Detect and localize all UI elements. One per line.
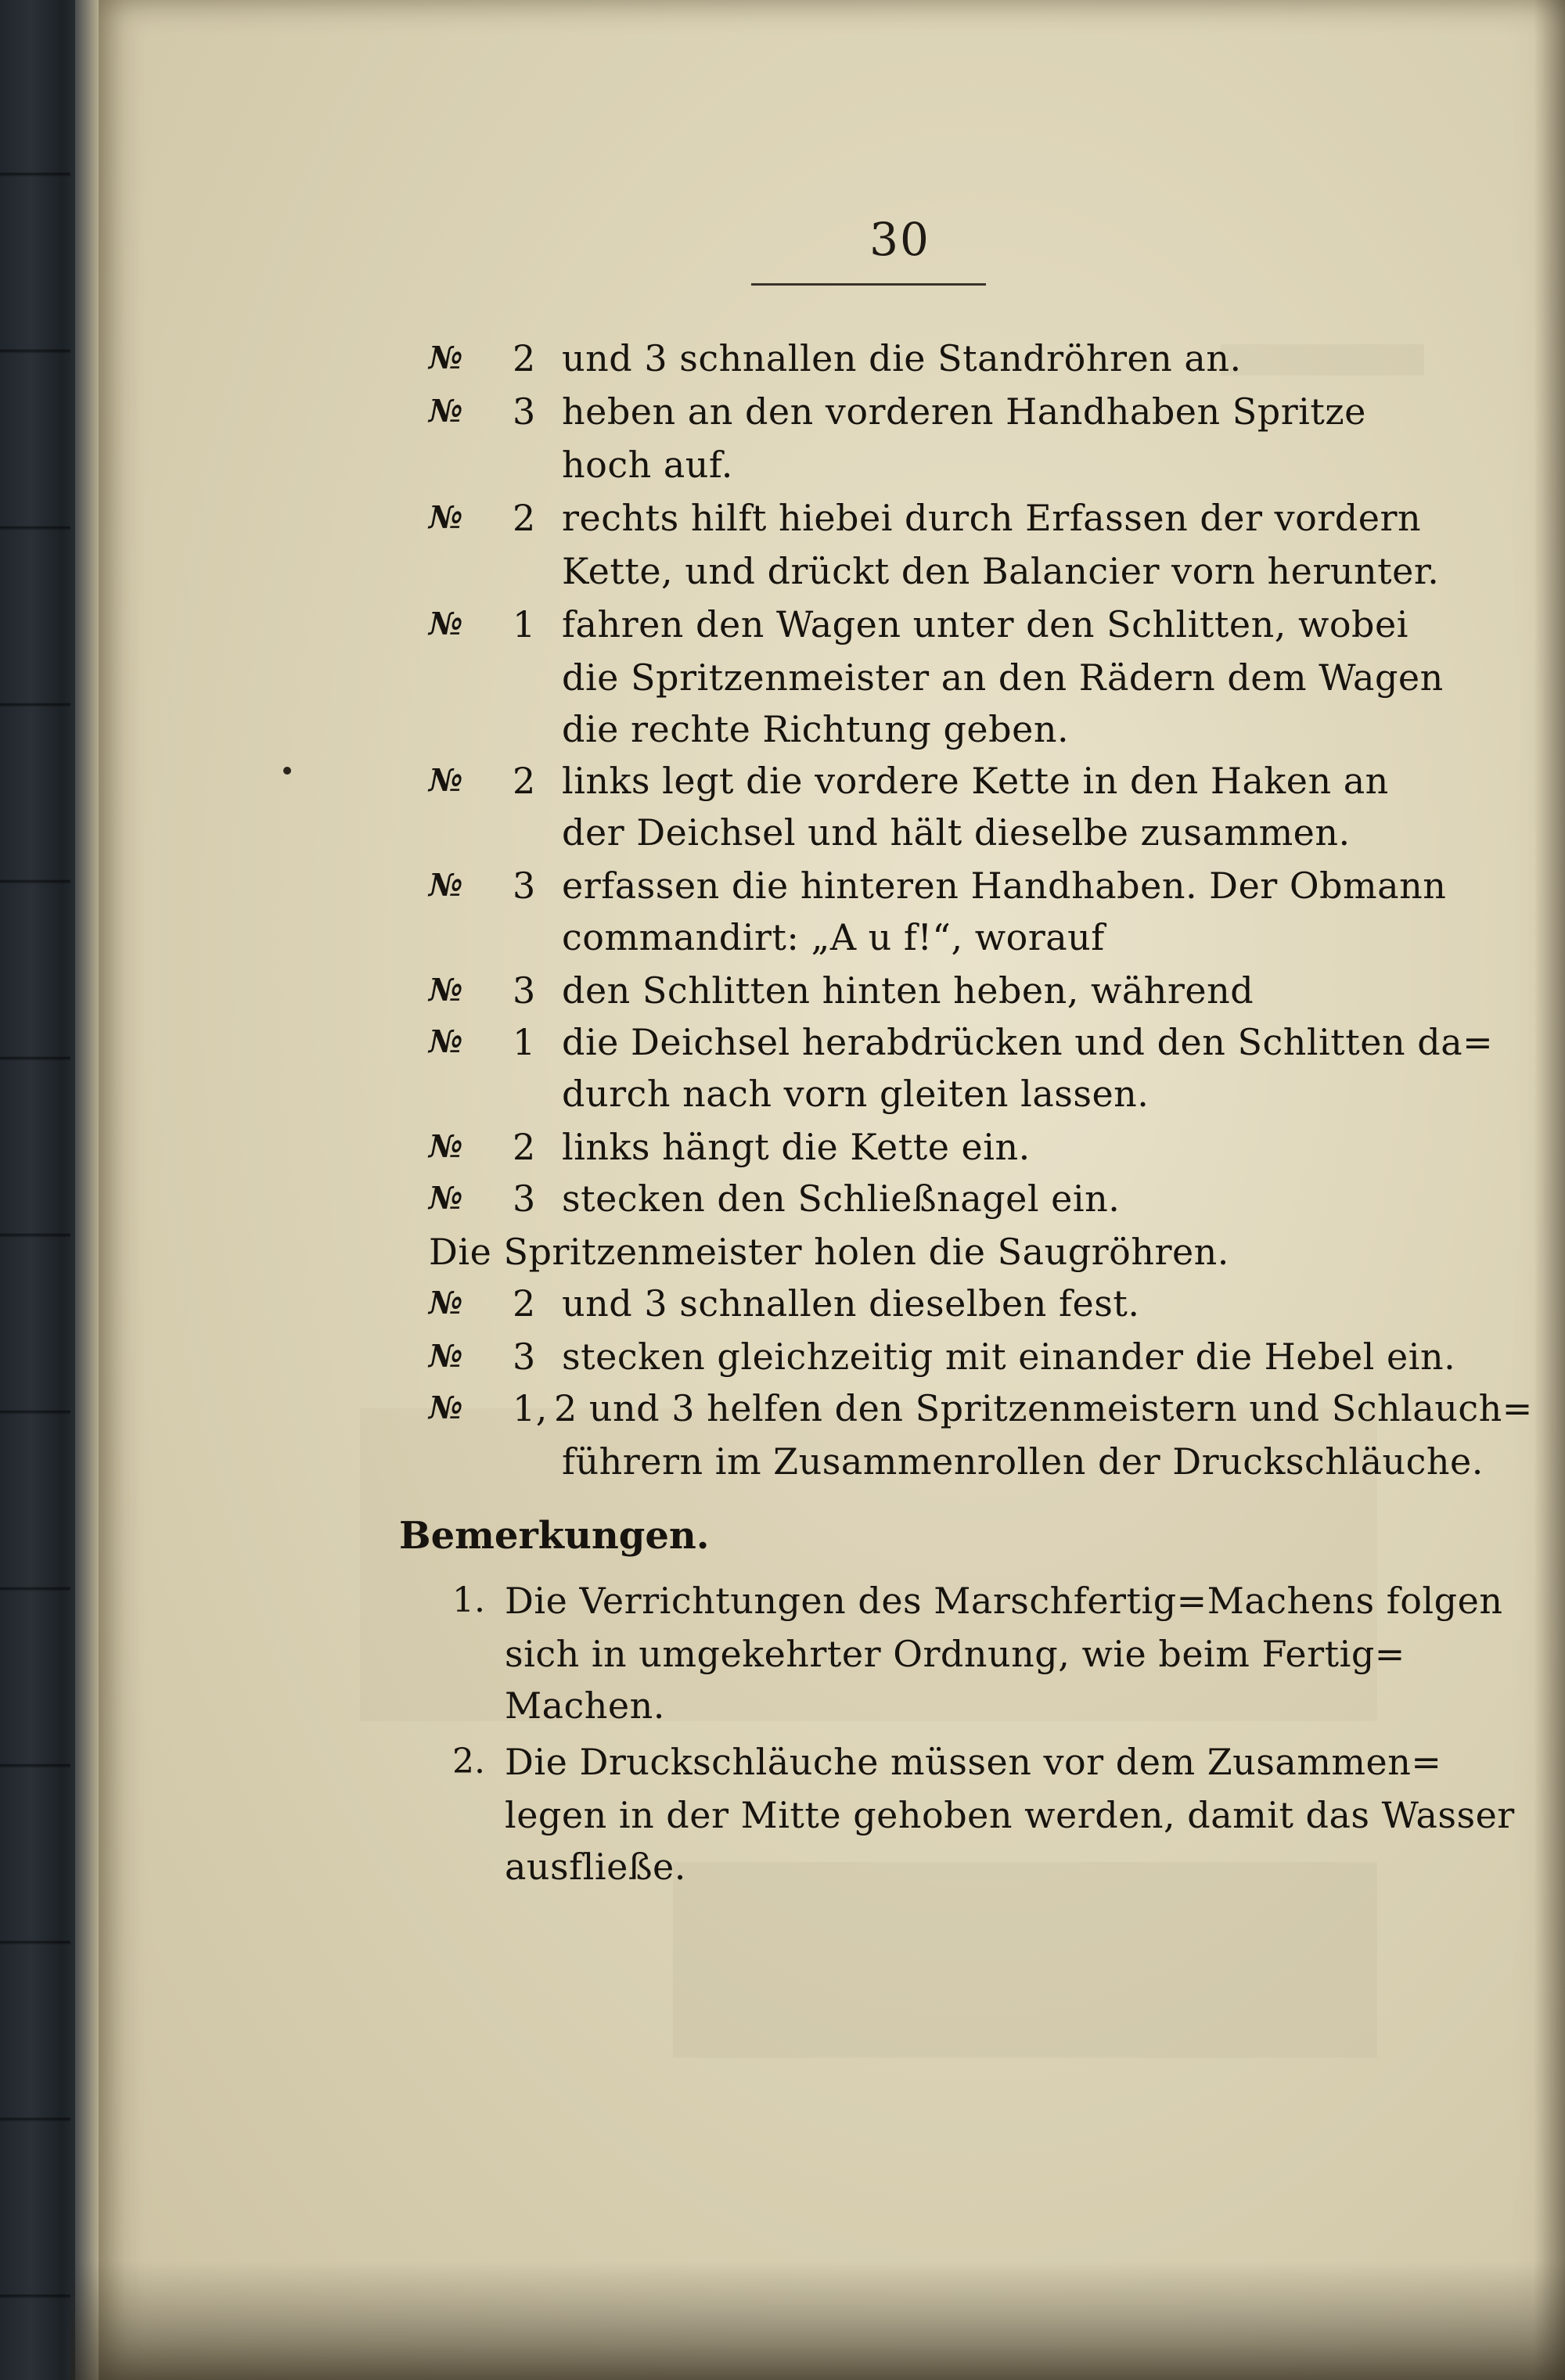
page-edge (75, 0, 99, 2380)
crew-number: 2 (513, 1126, 536, 1168)
text-line: erfassen die hinteren Handhaben. Der Obmann (562, 865, 1447, 907)
right-shadow (1534, 0, 1565, 2380)
scanner-bed (0, 0, 70, 2380)
crew-number: 3 (513, 969, 536, 1012)
number-sign: № (429, 340, 463, 376)
remark-index: 1. (452, 1580, 485, 1620)
remark-line: Die Druckschläuche müssen vor dem Zusammen= (505, 1741, 1442, 1783)
crew-number: 3 (513, 1336, 536, 1378)
header-rule (751, 283, 986, 286)
text-line: 2 und 3 helfen den Spritzenmeistern und Schlauch= (554, 1387, 1533, 1429)
number-sign: № (429, 972, 463, 1008)
text-line: commandirt: „A u f!“, worauf (562, 916, 1105, 958)
text-line: stecken gleichzeitig mit einander die Hebel ein. (562, 1336, 1456, 1378)
crew-number: 3 (513, 865, 536, 907)
crew-number: 3 (513, 1177, 536, 1220)
crew-number: 1, (513, 1387, 548, 1429)
text-line: Kette, und drückt den Balancier vorn herunter. (562, 550, 1440, 592)
text-line: Die Spritzenmeister holen die Saugröhren. (429, 1231, 1229, 1273)
crew-number: 1 (513, 1021, 536, 1063)
text-line: die Spritzenmeister an den Rädern dem Wagen (562, 656, 1444, 699)
text-line: links legt die vordere Kette in den Haken an (562, 760, 1389, 802)
number-sign: № (429, 1023, 463, 1060)
crew-number: 1 (513, 603, 536, 645)
number-sign: № (429, 1338, 463, 1375)
number-sign: № (429, 867, 463, 904)
number-sign: № (429, 762, 463, 799)
crew-number: 3 (513, 390, 536, 433)
number-sign: № (429, 1285, 463, 1321)
text-line: fahren den Wagen unter den Schlitten, wobei (562, 603, 1408, 645)
text-line: heben an den vorderen Handhaben Spritze (562, 390, 1366, 433)
remark-index: 2. (452, 1742, 485, 1781)
number-sign: № (429, 606, 463, 642)
crew-number: 2 (513, 497, 536, 539)
text-line: die rechte Richtung geben. (562, 708, 1070, 750)
text-line: den Schlitten hinten heben, während (562, 969, 1254, 1012)
number-sign: № (429, 1390, 463, 1426)
text-line: durch nach vorn gleiten lassen. (562, 1073, 1149, 1115)
crew-number: 2 (513, 760, 536, 802)
remark-line: Machen. (505, 1684, 665, 1727)
number-sign: № (429, 499, 463, 536)
margin-mark (283, 767, 291, 775)
text-line: und 3 schnallen die Standröhren an. (562, 337, 1242, 379)
text-line: führern im Zusammenrollen der Druckschläuche. (562, 1440, 1484, 1483)
page-number: 30 (869, 213, 930, 266)
number-sign: № (429, 393, 463, 430)
remark-line: ausfließe. (505, 1846, 686, 1888)
text-line: rechts hilft hiebei durch Erfassen der vordern (562, 497, 1422, 539)
remark-line: sich in umgekehrter Ordnung, wie beim Fertig= (505, 1633, 1405, 1675)
text-line: die Deichsel herabdrücken und den Schlitten da= (562, 1021, 1494, 1063)
remark-line: Die Verrichtungen des Marschfertig=Machens folgen (505, 1580, 1503, 1622)
bleed-through (1221, 344, 1424, 376)
crew-number: 2 (513, 337, 536, 379)
remark-line: legen in der Mitte gehoben werden, damit das Wasser (505, 1794, 1515, 1836)
text-line: und 3 schnallen dieselben fest. (562, 1282, 1140, 1325)
number-sign: № (429, 1128, 463, 1165)
bleed-through (673, 1862, 1377, 2058)
number-sign: № (429, 1180, 463, 1217)
bottom-shadow (70, 2261, 1565, 2380)
remarks-heading: Bemerkungen. (399, 1514, 710, 1558)
text-line: stecken den Schließnagel ein. (562, 1177, 1121, 1220)
text-line: links hängt die Kette ein. (562, 1126, 1031, 1168)
text-line: hoch auf. (562, 444, 733, 486)
text-line: der Deichsel und hält dieselbe zusammen. (562, 811, 1351, 854)
crew-number: 2 (513, 1282, 536, 1325)
